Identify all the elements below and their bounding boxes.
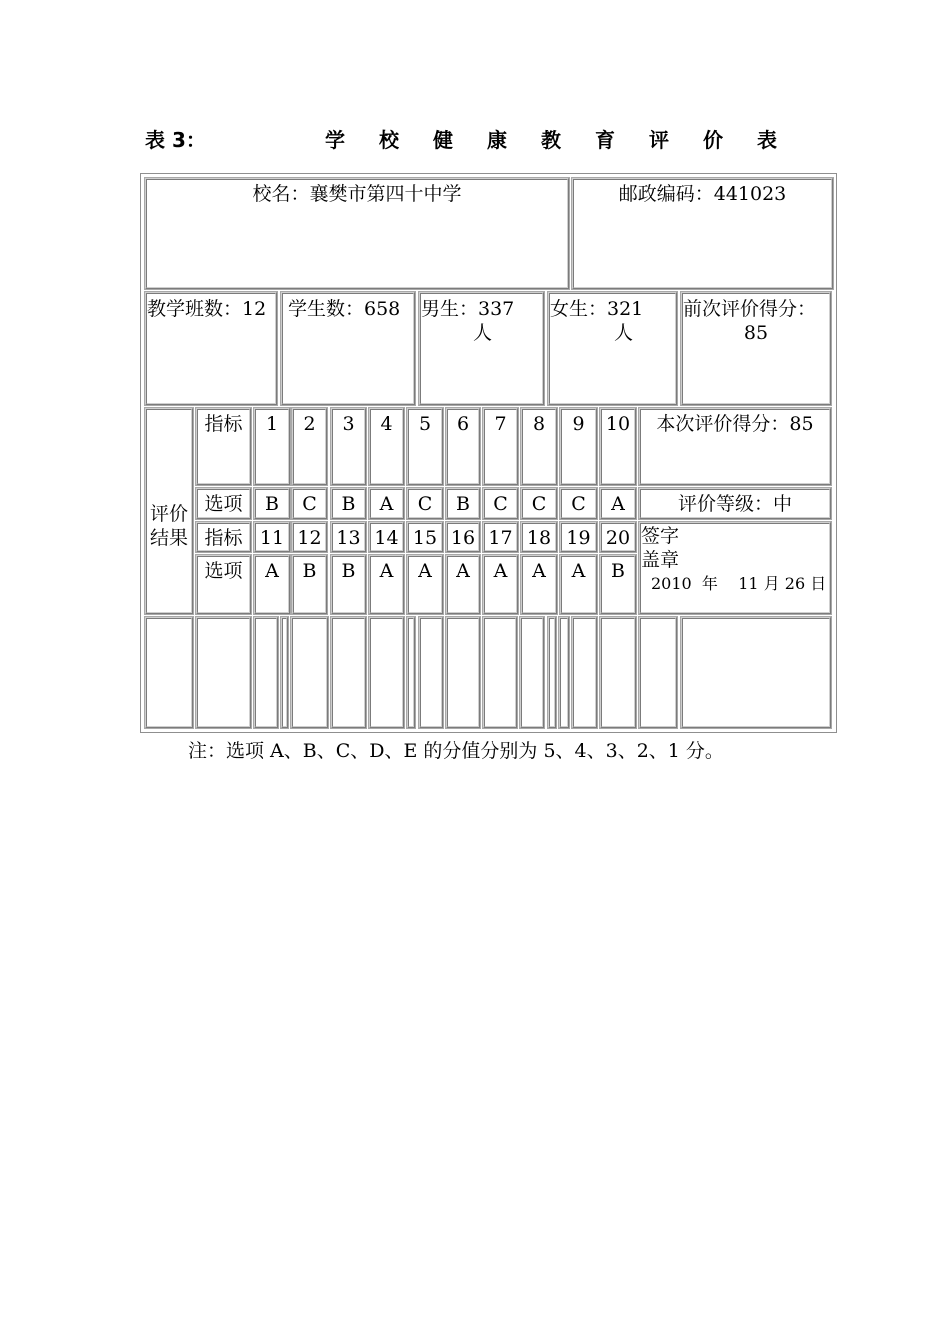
indicator-number: 4 (380, 413, 393, 435)
indicator-number: 3 (342, 413, 355, 435)
indicator-label: 指标 (204, 413, 243, 435)
indicator-number: 17 (488, 527, 513, 549)
empty-cell (600, 617, 636, 728)
evaluation-label-line1: 评价 (149, 503, 188, 525)
empty-cell (281, 617, 288, 728)
indicator-number: 15 (412, 527, 438, 549)
option-value-cell (560, 555, 597, 614)
postal-code-cell (572, 178, 833, 289)
indicator-number: 10 (605, 413, 631, 435)
option-value: B (265, 493, 279, 515)
option-value: C (493, 493, 508, 515)
option-value-cell (521, 555, 557, 614)
indicator-number-cell (600, 522, 636, 552)
option-value-cell (560, 488, 597, 519)
indicator-label-cell-2 (196, 522, 251, 552)
empty-cell (572, 617, 597, 728)
sign-date-month-day: 11 月 26 日 (738, 574, 827, 593)
option-value-cell (292, 488, 327, 519)
stamp-label: 盖章 (641, 549, 680, 571)
indicator-number-cell (483, 522, 518, 552)
indicator-number: 1 (265, 413, 279, 435)
option-value-cell (407, 488, 443, 519)
option-value-cell (254, 555, 290, 614)
option-value: A (379, 560, 394, 582)
indicator-label-cell (196, 408, 251, 485)
indicator-number-cell (407, 408, 443, 485)
option-value: A (456, 560, 470, 582)
option-value-cell (331, 555, 366, 614)
evaluation-result-label-cell (145, 408, 193, 614)
empty-cell (483, 617, 517, 728)
student-count: 学生数：658 (288, 298, 401, 320)
option-value: B (302, 560, 317, 582)
indicator-number: 14 (374, 527, 399, 549)
indicator-number-cell (560, 522, 597, 552)
girls-unit: 人 (614, 322, 634, 344)
option-value-cell (407, 555, 443, 614)
indicator-number: 2 (303, 413, 316, 435)
option-value-cell (369, 488, 404, 519)
signature-cell (639, 522, 831, 614)
option-value-cell (483, 555, 518, 614)
evaluation-label-line2: 结果 (149, 527, 188, 549)
student-count-cell (281, 292, 415, 405)
class-count-cell (145, 292, 277, 405)
girls-count: 女生：321 (550, 298, 644, 320)
previous-score-label: 前次评价得分： (683, 298, 817, 320)
option-value: A (611, 493, 625, 515)
indicator-number-cell (331, 522, 366, 552)
sign-date-year-unit: 年 (701, 574, 718, 593)
empty-cell (291, 617, 328, 728)
footnote: 注：选项 A、B、C、D、E 的分值分别为 5、4、3、2、1 分。 (188, 740, 724, 762)
boys-cell (419, 292, 544, 405)
grade: 评价等级：中 (677, 493, 792, 515)
empty-cell (520, 617, 544, 728)
indicator-number-cell (600, 408, 636, 485)
indicator-number-cell (254, 408, 290, 485)
option-value: B (611, 560, 625, 582)
option-value: B (341, 493, 356, 515)
indicator-number: 18 (526, 527, 552, 549)
option-value-cell (369, 555, 404, 614)
indicator-number: 7 (494, 413, 507, 435)
indicator-number-cell (254, 522, 290, 552)
indicator-number: 12 (297, 527, 322, 549)
sign-date-year: 2010 (651, 574, 692, 593)
indicator-number-cell (560, 408, 597, 485)
sign-date (641, 572, 829, 596)
option-value: A (379, 493, 394, 515)
previous-score-value: 85 (743, 322, 769, 344)
indicator-number-cell (407, 522, 443, 552)
option-value: C (417, 493, 433, 515)
indicator-label-2: 指标 (204, 527, 243, 549)
option-value: A (493, 560, 508, 582)
option-label: 选项 (204, 493, 243, 515)
empty-cell (369, 617, 404, 728)
empty-cell (254, 617, 278, 728)
empty-cell (331, 617, 366, 728)
postal-code: 邮政编码：441023 (618, 183, 787, 205)
option-value-cell (446, 555, 480, 614)
option-label-2: 选项 (204, 560, 243, 582)
indicator-number-cell (521, 522, 557, 552)
option-value-cell (331, 488, 366, 519)
indicator-number-cell (521, 408, 557, 485)
option-value: B (456, 493, 470, 515)
school-name-cell (145, 178, 569, 289)
empty-cell (196, 617, 251, 728)
previous-score-cell (681, 292, 831, 405)
indicator-number: 16 (450, 527, 476, 549)
empty-cell (548, 617, 556, 728)
indicator-number: 6 (456, 413, 470, 435)
empty-cell (419, 617, 443, 728)
option-value-cell (446, 488, 480, 519)
indicator-number: 11 (259, 527, 285, 549)
option-value: A (571, 560, 586, 582)
option-value: A (418, 560, 432, 582)
signature-label: 签字 (641, 525, 680, 547)
option-value-cell (521, 488, 557, 519)
indicator-number: 9 (572, 413, 585, 435)
indicator-number: 13 (336, 527, 361, 549)
option-value: C (571, 493, 586, 515)
empty-cell (145, 617, 193, 728)
option-value: C (531, 493, 547, 515)
indicator-number-cell (446, 522, 480, 552)
empty-cell (446, 617, 480, 728)
current-score: 本次评价得分：85 (656, 413, 814, 435)
option-label-cell-2 (196, 555, 251, 614)
option-value-cell (600, 488, 636, 519)
boys-unit: 人 (473, 322, 493, 344)
indicator-number: 20 (605, 527, 631, 549)
option-value-cell (292, 555, 327, 614)
indicator-number-cell (446, 408, 480, 485)
empty-cell (681, 617, 831, 728)
indicator-number-cell (292, 522, 327, 552)
option-value: B (341, 560, 356, 582)
option-value: A (265, 560, 279, 582)
current-score-cell (639, 408, 831, 485)
option-value-cell (483, 488, 518, 519)
empty-cell (407, 617, 415, 728)
option-value: C (302, 493, 317, 515)
indicator-number-cell (331, 408, 366, 485)
girls-cell (548, 292, 677, 405)
boys-count: 男生：337 (421, 298, 515, 320)
option-value-cell (254, 488, 290, 519)
grade-cell (639, 488, 831, 519)
option-value-cell (600, 555, 636, 614)
class-count: 教学班数：12 (147, 298, 267, 320)
option-value: A (532, 560, 546, 582)
indicator-number-cell (483, 408, 518, 485)
indicator-number: 19 (566, 527, 591, 549)
indicator-number-cell (369, 522, 404, 552)
school-name: 校名：襄樊市第四十中学 (252, 183, 462, 205)
empty-cell (559, 617, 569, 728)
option-label-cell (196, 488, 251, 519)
indicator-number: 8 (532, 413, 546, 435)
empty-cell (639, 617, 677, 728)
table-label: 表 3： (145, 128, 206, 152)
indicator-number-cell (369, 408, 404, 485)
indicator-number-cell (292, 408, 327, 485)
page-title: 学校健康教育评价表 (325, 128, 811, 152)
indicator-number: 5 (418, 413, 432, 435)
